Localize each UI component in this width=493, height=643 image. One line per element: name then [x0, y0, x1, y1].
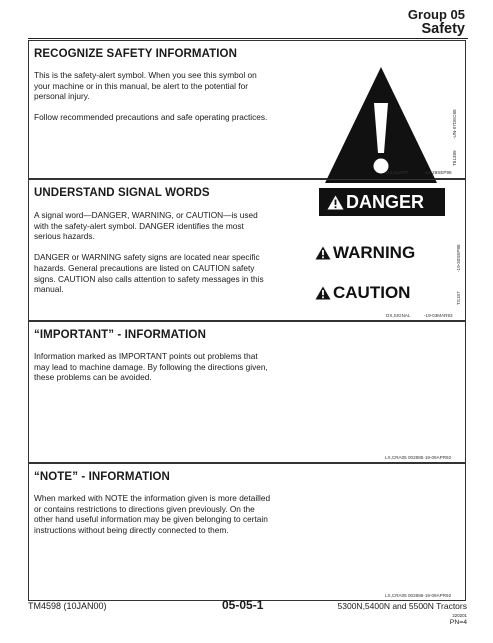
section-title: “NOTE” - INFORMATION — [34, 471, 170, 483]
paragraph: When marked with NOTE the information given is more detailled or contains restrictions to directions given previously. On the other hand useful information may be given belonging to certain instructions without being directly connected to them. — [34, 493, 271, 535]
paragraph: A signal word—DANGER, WARNING, or CAUTION—is used with the safety-alert symbol. DANGER identifies the most serious hazards. — [34, 210, 258, 242]
warning-word: WARNING — [333, 243, 416, 262]
document-id: TM4598 (10JAN00) — [28, 601, 107, 611]
figure-code: LX,CRA05 002885-19-09APR92 — [385, 455, 452, 460]
section-title: “IMPORTANT” - INFORMATION — [34, 329, 206, 341]
paragraph: This is the safety-alert symbol. When you see this symbol on your machine or in this manual, be alert to the potential for personal injury. — [34, 70, 257, 102]
page-number: 05-05-1 — [222, 598, 264, 612]
product-name: 5300N,5400N and 5500N Tractors — [337, 601, 467, 611]
section-body — [34, 351, 272, 393]
figure-code: DX,SIGNAL — [386, 313, 411, 318]
group-label: Group 05 — [407, 7, 465, 22]
figure-id: T81389 — [452, 150, 457, 166]
figure-id: TS187 — [456, 291, 461, 305]
figure-side-code: -19-30SEP88 — [456, 244, 461, 272]
caution-word: CAUTION — [333, 283, 411, 302]
page-header — [408, 8, 465, 37]
figure-code: DX,ALERT — [386, 170, 409, 175]
figure-date: -19-03MAR93 — [424, 313, 453, 318]
section-body — [34, 493, 272, 546]
figure-date: -19-29SEP98 — [424, 170, 452, 175]
danger-word: DANGER — [346, 192, 425, 212]
section-label: Safety — [421, 20, 465, 37]
figure-code: LX,CRA05 002886-19-09APR92 — [385, 593, 452, 598]
section-note-information — [28, 463, 466, 601]
safety-alert-symbol-icon — [323, 65, 453, 185]
paragraph: Information marked as IMPORTANT points out problems that may lead to machine damage. By following the directions given, these problems can be avoided. — [34, 351, 268, 383]
alert-triangle-icon — [315, 246, 331, 260]
section-body — [34, 210, 272, 305]
section-body — [34, 70, 272, 134]
section-recognize-safety — [28, 40, 466, 179]
section-important-information — [28, 321, 466, 463]
section-title: UNDERSTAND SIGNAL WORDS — [34, 187, 210, 199]
footer-code: 220201 — [452, 613, 467, 618]
section-signal-words — [28, 179, 466, 321]
alert-triangle-icon — [327, 195, 344, 210]
caution-sign — [315, 283, 410, 303]
header-rule — [28, 38, 468, 39]
danger-sign — [319, 188, 445, 216]
section-title: RECOGNIZE SAFETY INFORMATION — [34, 48, 237, 60]
paragraph: Follow recommended precautions and safe operating practices. — [34, 112, 268, 123]
alert-triangle-icon — [315, 286, 331, 300]
page-pn: PN=4 — [449, 619, 467, 626]
figure-side-code: -UN-07DEC88 — [452, 109, 457, 139]
paragraph: DANGER or WARNING safety signs are located near specific hazards. General precautions are listed on CAUTION safety signs. CAUTION also calls attention to safety messages in this manual. — [34, 252, 264, 295]
warning-sign — [315, 243, 415, 263]
